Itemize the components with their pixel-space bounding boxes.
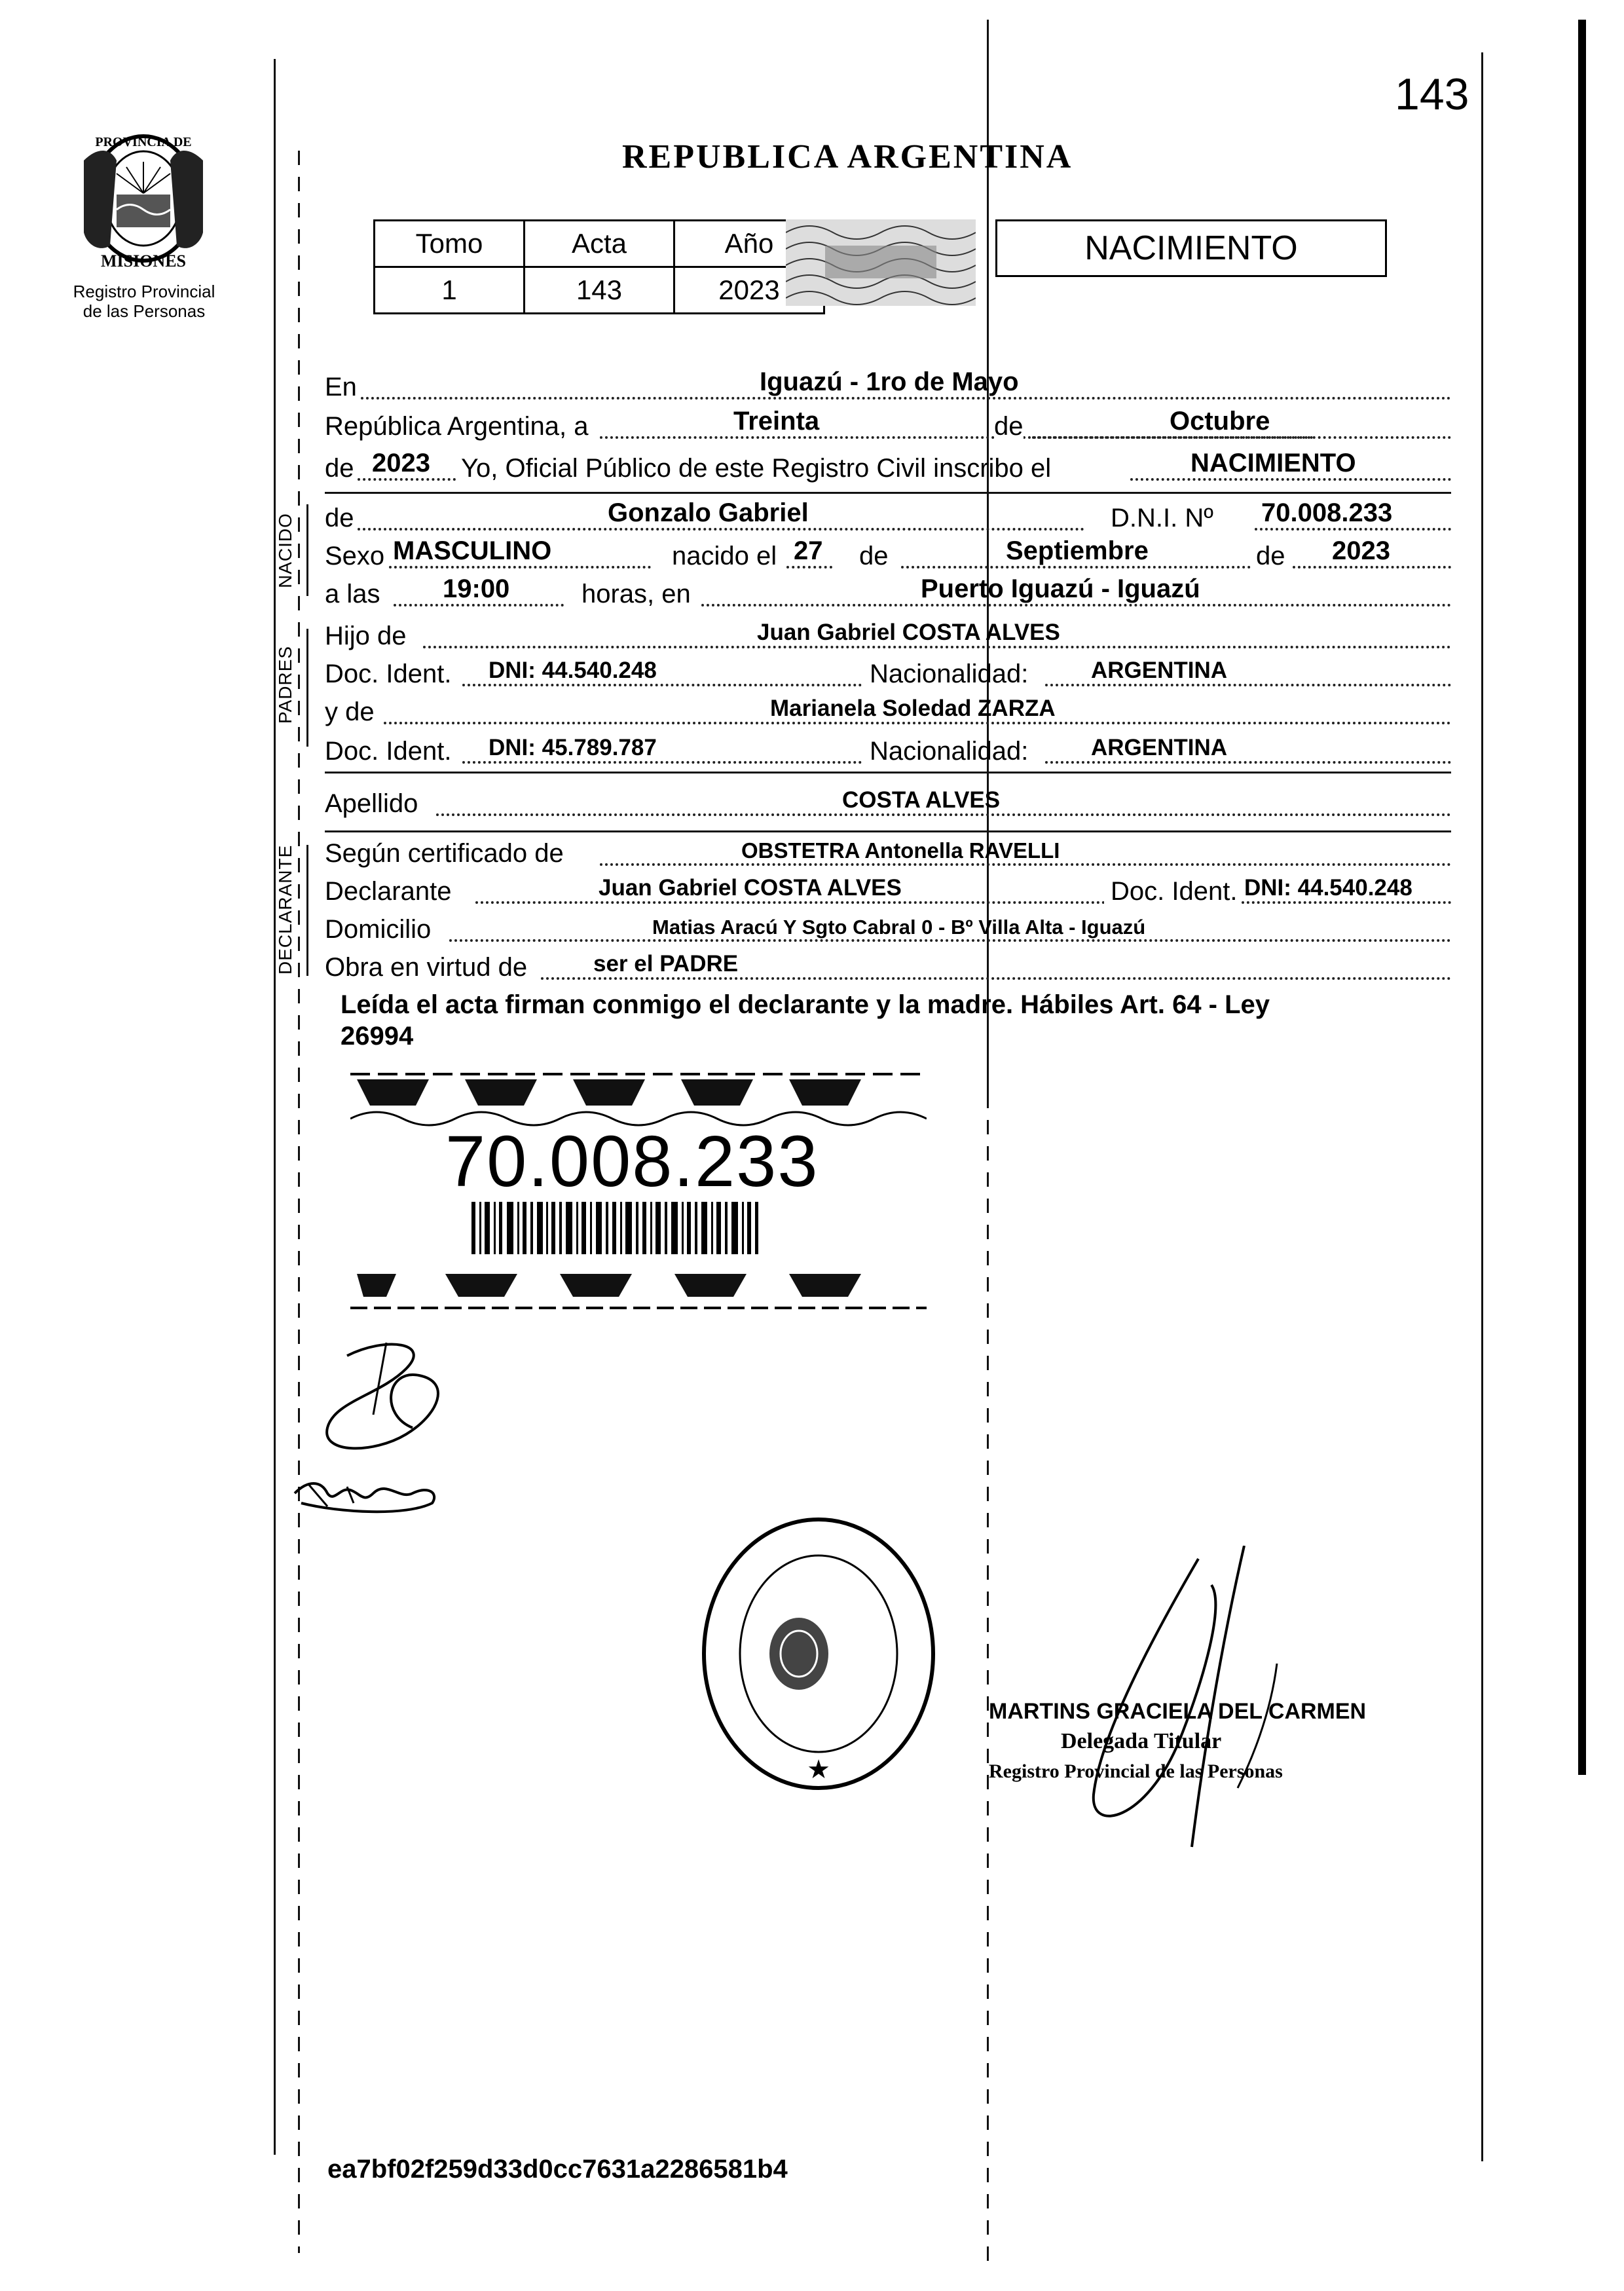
segun-label: Según certificado de	[325, 839, 564, 868]
nacido-el-label: nacido el	[672, 542, 777, 570]
father-doc-value: DNI: 44.540.248	[489, 658, 657, 683]
dotted-line	[358, 478, 456, 481]
closing-line1: Leída el acta firman conmigo el declarante y la madre. Hábiles Art. 64 - Ley	[341, 990, 1270, 1019]
dotted-line	[1293, 566, 1451, 568]
closing-statement	[341, 989, 1454, 1052]
domicilio-value: Matias Aracú Y Sgto Cabral 0 - Bº Villa Alta - Iguazú	[652, 916, 1146, 939]
month-value: Octubre	[1170, 407, 1270, 436]
official-org: Registro Provincial de las Personas	[989, 1760, 1283, 1782]
row-nacido-sexo	[325, 536, 1451, 575]
section-divider	[325, 830, 1451, 832]
domicilio-label: Domicilio	[325, 915, 432, 944]
svg-text:★: ★	[807, 1755, 830, 1785]
declarante-doc-label: Doc. Ident.	[1104, 877, 1237, 906]
sexo-label: Sexo	[325, 542, 385, 570]
right-edge-bar	[1578, 20, 1586, 1775]
official-name-block	[989, 1696, 1366, 1787]
dotted-line	[1045, 761, 1451, 764]
dotted-line	[475, 901, 1111, 904]
dotted-line	[1045, 684, 1451, 686]
row-declarante	[325, 871, 1451, 910]
center-fold-dashed	[987, 1094, 989, 2273]
republica-label: República Argentina, a	[325, 412, 589, 441]
dni-sticker-top-pattern	[350, 1068, 927, 1127]
dni-label: D.N.I. Nº	[1084, 504, 1213, 533]
mother-doc-value: DNI: 45.789.787	[489, 735, 657, 760]
dotted-line	[701, 604, 1451, 606]
apellido-value: COSTA ALVES	[842, 787, 1001, 813]
logo-top-text: PROVINCIA DE	[95, 135, 192, 149]
place-value: Iguazú - 1ro de Mayo	[760, 367, 1019, 396]
logo-caption-line1: Registro Provincial	[73, 282, 215, 301]
dni-sticker-number: 70.008.233	[445, 1121, 819, 1202]
official-name: MARTINS GRACIELA DEL CARMEN	[989, 1699, 1367, 1724]
nacido-bracket	[306, 504, 308, 596]
row-en	[325, 367, 1451, 406]
dni-barcode	[471, 1202, 760, 1254]
declarante-bracket	[306, 845, 308, 976]
father-doc-label: Doc. Ident.	[325, 660, 452, 688]
mother-signature	[288, 1467, 445, 1519]
dotted-line	[462, 684, 862, 686]
de-label-3: de	[1251, 542, 1291, 571]
dotted-line	[1255, 528, 1451, 531]
child-dni-value: 70.008.233	[1261, 498, 1393, 527]
father-name-value: Juan Gabriel COSTA ALVES	[757, 620, 1060, 645]
table-value-anio: 2023	[674, 267, 824, 314]
logo-caption-line2: de las Personas	[83, 301, 206, 321]
act-type-box: NACIMIENTO	[995, 219, 1387, 277]
dotted-line	[361, 397, 1451, 400]
table-header-acta: Acta	[525, 221, 674, 267]
father-nat-label: Nacionalidad:	[870, 660, 1029, 688]
row-certificado	[325, 833, 1451, 872]
en-label: En	[325, 373, 357, 401]
obra-value: ser el PADRE	[593, 951, 739, 977]
mother-nat-value: ARGENTINA	[1091, 735, 1228, 760]
mother-nat-label: Nacionalidad:	[870, 737, 1029, 766]
row-padre	[325, 616, 1451, 655]
left-dashed-margin	[298, 151, 300, 2253]
dotted-line	[394, 604, 564, 606]
dotted-line	[541, 977, 1451, 980]
dotted-line	[436, 813, 1451, 816]
horas-label: horas, en	[581, 580, 691, 608]
birth-place-value: Puerto Iguazú - Iguazú	[921, 574, 1200, 603]
nacido-de-label: de	[325, 504, 354, 532]
dotted-line	[1032, 436, 1451, 439]
year-value: 2023	[372, 449, 430, 477]
father-nat-value: ARGENTINA	[1091, 658, 1228, 683]
declarant-signature	[308, 1330, 465, 1461]
de-label: de	[994, 412, 1024, 441]
row-madre-doc	[325, 731, 1451, 770]
dotted-line	[389, 566, 651, 568]
dotted-line	[1242, 901, 1451, 904]
dotted-line	[901, 566, 1287, 568]
mother-doc-label: Doc. Ident.	[325, 737, 452, 766]
row-date	[325, 406, 1451, 445]
row-domicilio	[325, 909, 1451, 948]
birth-day-value: 27	[794, 536, 823, 565]
document-title: REPUBLICA ARGENTINA	[622, 138, 1073, 176]
child-name-value: Gonzalo Gabriel	[608, 498, 809, 527]
dotted-line	[462, 761, 862, 764]
apellido-label: Apellido	[325, 789, 418, 818]
dni-sticker-bottom-pattern	[350, 1267, 927, 1313]
row-madre	[325, 692, 1451, 731]
birth-year-value: 2023	[1332, 536, 1390, 565]
declarante-label: Declarante	[325, 877, 452, 906]
certificado-value: OBSTETRA Antonella RAVELLI	[741, 838, 1060, 863]
official-role: Delegada Titular	[1061, 1729, 1222, 1753]
row-oficial	[325, 448, 1451, 487]
obra-label: Obra en virtud de	[325, 953, 528, 982]
alas-label: a las	[325, 580, 380, 608]
logo-bottom-text: MISIONES	[100, 251, 187, 270]
time-value: 19:00	[443, 574, 510, 603]
page-number: 143	[1395, 69, 1469, 119]
table-value-tomo: 1	[375, 267, 525, 314]
day-value: Treinta	[733, 407, 820, 436]
de-label-2: de	[859, 542, 889, 570]
hijo-de-label: Hijo de	[325, 622, 407, 650]
table-value-acta: 143	[525, 267, 674, 314]
declarante-section-label: DECLARANTE	[275, 844, 295, 975]
act-word-value: NACIMIENTO	[1190, 449, 1356, 477]
dotted-line	[600, 863, 1451, 866]
birth-month-value: Septiembre	[1006, 536, 1149, 565]
right-margin-line	[1481, 52, 1483, 2161]
dotted-line	[449, 939, 1451, 942]
y-de-label: y de	[325, 698, 375, 726]
left-margin-line	[274, 59, 276, 2155]
declarante-value: Juan Gabriel COSTA ALVES	[599, 875, 902, 901]
document-hash: ea7bf02f259d33d0cc7631a2286581b4	[327, 2155, 788, 2184]
row-nacido-hora	[325, 574, 1451, 613]
official-seal-stamp	[694, 1513, 943, 1795]
closing-line2: 26994	[341, 1022, 414, 1051]
table-header-tomo: Tomo	[375, 221, 525, 267]
mother-name-value: Marianela Soledad ZARZA	[770, 696, 1056, 721]
oficial-text: Yo, Oficial Público de este Registro Civil inscribo el	[461, 454, 1052, 483]
row-nacido-name	[325, 498, 1451, 537]
sexo-value: MASCULINO	[393, 536, 552, 565]
security-guilloche-pattern	[786, 219, 976, 306]
dotted-line	[423, 646, 1451, 648]
declarante-doc-value: DNI: 44.540.248	[1244, 875, 1412, 901]
dotted-line	[1130, 478, 1451, 481]
row-apellido	[325, 783, 1451, 823]
padres-bracket	[306, 629, 308, 747]
register-table	[373, 219, 825, 314]
row-padre-doc	[325, 654, 1451, 693]
province-coat-of-arms-logo	[71, 121, 216, 275]
dotted-line	[358, 528, 1111, 531]
nacido-section-label: NACIDO	[275, 513, 295, 588]
dotted-line	[384, 722, 1451, 724]
table-header-anio: Año	[674, 221, 824, 267]
section-divider	[325, 772, 1451, 773]
row-obra	[325, 947, 1451, 986]
year-de-label: de	[325, 454, 354, 483]
dotted-line	[786, 566, 832, 568]
logo-caption	[46, 282, 242, 321]
section-divider	[325, 492, 1451, 494]
padres-section-label: PADRES	[275, 645, 295, 724]
